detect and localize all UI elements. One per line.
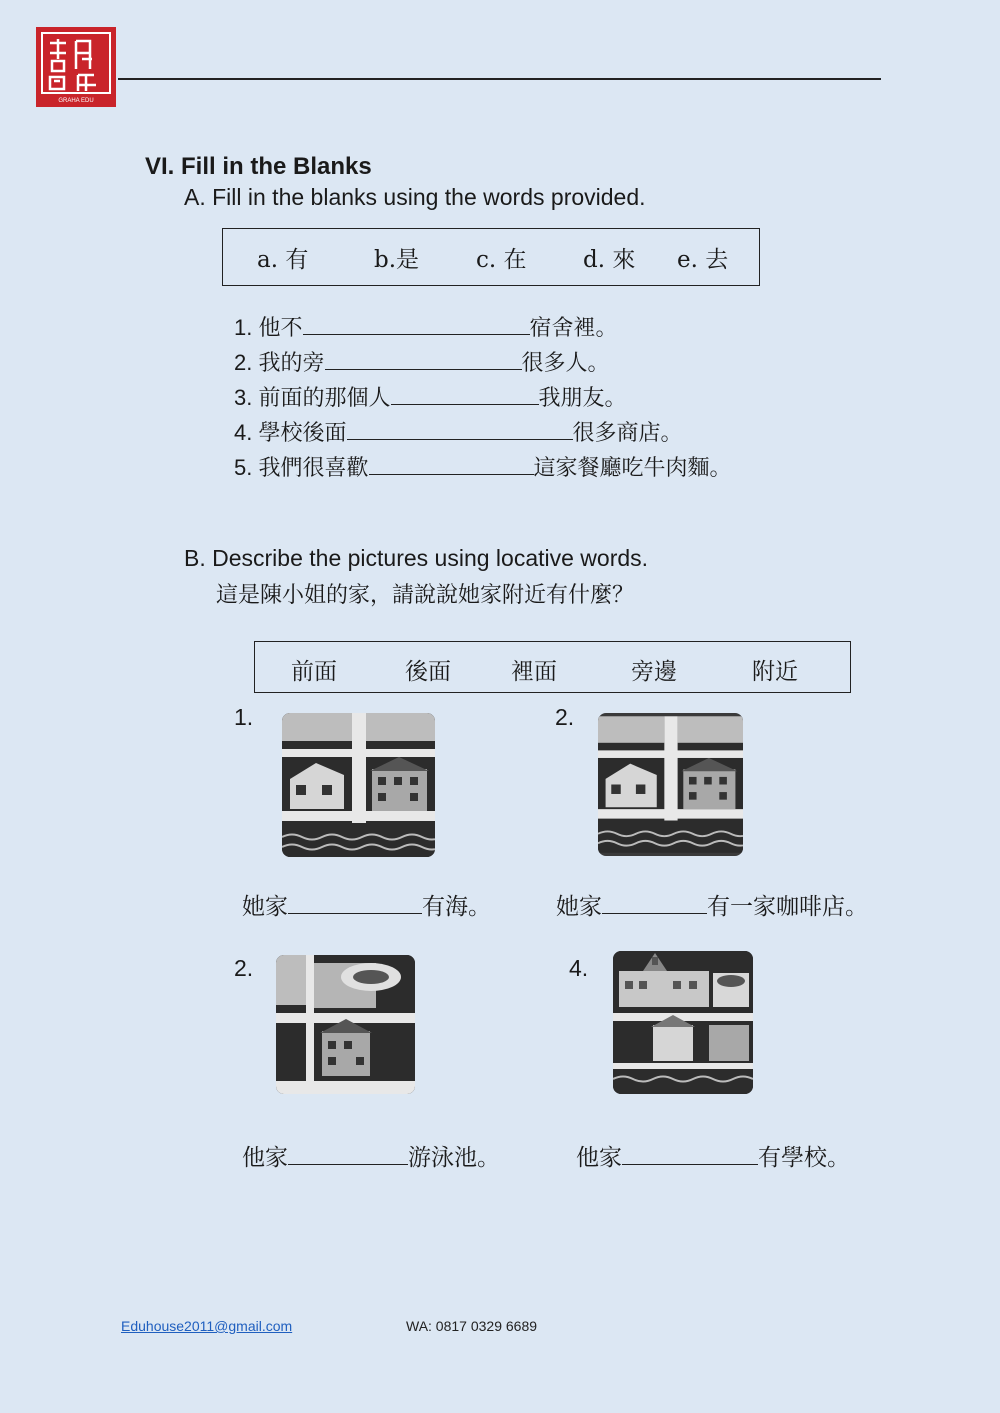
question-after: 我朋友。	[538, 386, 627, 411]
question-2	[234, 346, 610, 377]
question-number: 5.	[234, 455, 253, 480]
house-near-pool-picture	[276, 955, 415, 1094]
picture-sentence-1	[242, 888, 491, 921]
part-a-title: A. Fill in the blanks using the words provided.	[184, 184, 646, 210]
answer-blank[interactable]	[288, 893, 422, 914]
question-before: 我們很喜歡	[258, 456, 369, 481]
locative-word: 後面	[405, 659, 451, 685]
question-after: 這家餐廳吃牛肉麵。	[533, 456, 732, 481]
locative-word: 裡面	[511, 659, 557, 685]
answer-blank[interactable]	[303, 314, 530, 335]
answer-blank[interactable]	[391, 384, 539, 405]
section-title: VI. Fill in the Blanks	[145, 153, 372, 180]
logo-seal-icon	[36, 27, 116, 107]
word-bank-a	[222, 228, 760, 286]
question-after: 宿舍裡。	[529, 316, 618, 341]
house-near-cafe-picture	[598, 713, 743, 856]
answer-blank[interactable]	[602, 893, 707, 914]
part-b-prompt: 這是陳小姐的家，請說說她家附近有什麼？	[216, 583, 635, 608]
question-before: 前面的那個人	[258, 386, 391, 411]
house-near-school-picture	[613, 951, 753, 1094]
question-after: 很多商店。	[572, 421, 683, 446]
question-number: 4.	[234, 420, 253, 445]
word-option-e: e. 去	[677, 247, 729, 273]
footer-email-link[interactable]: Eduhouse2011@gmail.com	[121, 1318, 293, 1334]
house-near-sea-picture	[282, 713, 435, 857]
footer-whatsapp: WA: 0817 0329 6689	[406, 1318, 538, 1334]
sentence-before: 他家	[242, 1145, 288, 1171]
picture-number: 2.	[555, 704, 575, 730]
header-rule	[118, 78, 881, 80]
sentence-after: 游泳池。	[408, 1145, 500, 1171]
answer-blank[interactable]	[622, 1144, 758, 1165]
question-number: 3.	[234, 385, 253, 410]
question-after: 很多人。	[521, 351, 610, 376]
question-before: 學校後面	[258, 421, 347, 446]
answer-blank[interactable]	[369, 454, 534, 475]
question-number: 2.	[234, 350, 253, 375]
question-before: 我的旁	[258, 351, 325, 376]
picture-sentence-4	[576, 1139, 850, 1172]
svg-text:GRAHA EDU: GRAHA EDU	[58, 98, 94, 104]
picture-sentence-3	[242, 1139, 500, 1172]
answer-blank[interactable]	[288, 1144, 408, 1165]
sentence-before: 他家	[576, 1145, 622, 1171]
question-number: 1.	[234, 315, 253, 340]
word-option-d: d. 來	[583, 247, 636, 273]
picture-number: 1.	[234, 704, 254, 730]
sentence-before: 她家	[242, 894, 288, 920]
question-5	[234, 451, 732, 482]
word-option-a: a. 有	[257, 247, 309, 273]
word-bank-b	[254, 641, 851, 693]
word-option-b: b.是	[374, 247, 420, 273]
school-logo	[36, 27, 116, 107]
part-b-title: B. Describe the pictures using locative words.	[184, 545, 649, 571]
sentence-after: 有一家咖啡店。	[707, 894, 868, 920]
question-before: 他不	[258, 316, 303, 341]
question-4	[234, 416, 683, 447]
answer-blank[interactable]	[347, 419, 573, 440]
sentence-after: 有學校。	[758, 1145, 850, 1171]
question-3	[234, 381, 627, 412]
locative-word: 附近	[752, 659, 798, 685]
picture-number: 4.	[569, 955, 589, 981]
sentence-after: 有海。	[422, 894, 491, 920]
word-option-c: c. 在	[476, 247, 527, 273]
locative-word: 旁邊	[631, 659, 677, 685]
question-1	[234, 311, 618, 342]
locative-word: 前面	[291, 659, 337, 685]
sentence-before: 她家	[556, 894, 602, 920]
answer-blank[interactable]	[325, 349, 522, 370]
picture-number: 2.	[234, 955, 254, 981]
picture-sentence-2	[556, 888, 868, 921]
